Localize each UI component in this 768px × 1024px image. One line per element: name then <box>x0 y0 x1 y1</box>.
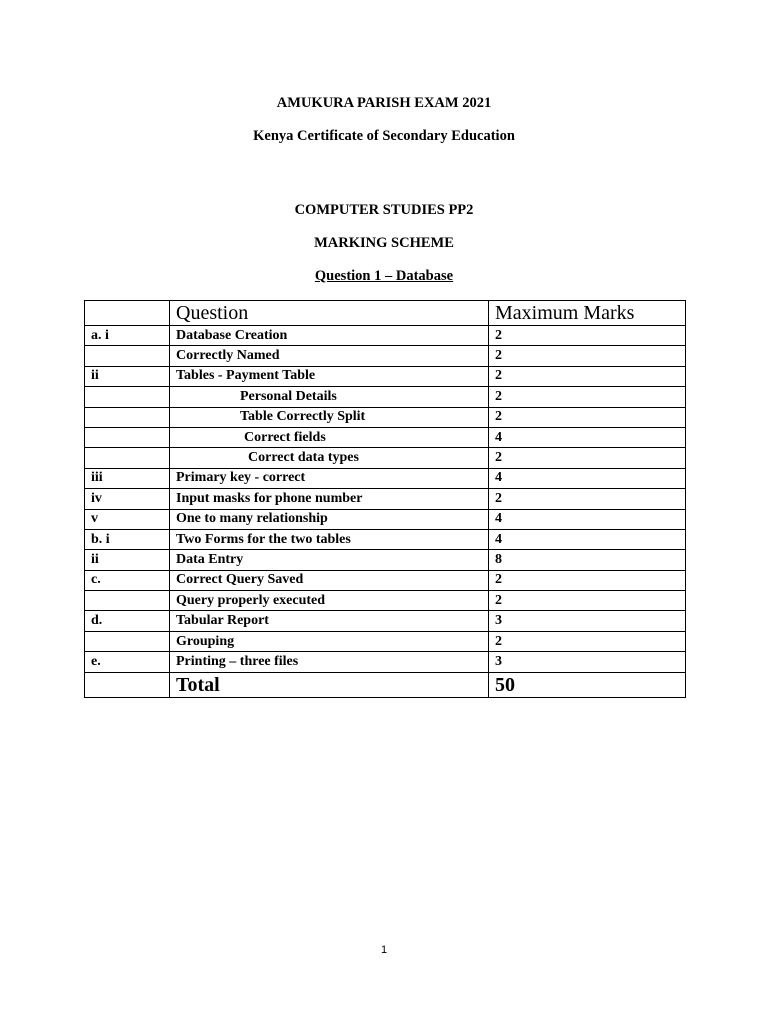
row-question: Tables - Payment Table <box>170 366 489 386</box>
table-row <box>85 591 686 611</box>
row-question: Data Entry <box>170 550 489 570</box>
table-row <box>85 448 686 468</box>
table-row <box>85 550 686 570</box>
table-row <box>85 366 686 386</box>
document-type: MARKING SCHEME <box>314 235 454 251</box>
table-row <box>85 489 686 509</box>
table-header-row <box>85 301 686 326</box>
row-marks: 2 <box>489 366 686 386</box>
row-marks: 3 <box>489 652 686 672</box>
table-row <box>85 407 686 427</box>
row-marks: 2 <box>489 570 686 590</box>
total-label: Total <box>170 672 489 697</box>
row-label <box>85 387 170 407</box>
row-label: ii <box>85 366 170 386</box>
table-row <box>85 611 686 631</box>
row-marks: 4 <box>489 529 686 549</box>
row-marks: 2 <box>489 326 686 346</box>
row-marks: 4 <box>489 468 686 488</box>
row-label: ii <box>85 550 170 570</box>
row-marks: 2 <box>489 387 686 407</box>
table-row <box>85 427 686 447</box>
row-question: Primary key - correct <box>170 468 489 488</box>
row-marks: 3 <box>489 611 686 631</box>
row-label: v <box>85 509 170 529</box>
row-label: iv <box>85 489 170 509</box>
row-question: Query properly executed <box>170 591 489 611</box>
page-number: 1 <box>380 944 388 956</box>
question-heading: Question 1 – Database <box>314 268 454 284</box>
row-label <box>85 591 170 611</box>
row-marks: 4 <box>489 509 686 529</box>
table-row <box>85 529 686 549</box>
row-label: e. <box>85 652 170 672</box>
row-question: Table Correctly Split <box>170 407 489 427</box>
row-question: Database Creation <box>170 326 489 346</box>
table-row <box>85 652 686 672</box>
row-label <box>85 346 170 366</box>
column-header-label <box>85 301 170 326</box>
row-question: Correct data types <box>170 448 489 468</box>
row-question: Personal Details <box>170 387 489 407</box>
total-marks: 50 <box>489 672 686 697</box>
exam-title: AMUKURA PARISH EXAM 2021 <box>276 95 492 111</box>
row-question: Two Forms for the two tables <box>170 529 489 549</box>
row-marks: 2 <box>489 346 686 366</box>
table-row <box>85 509 686 529</box>
row-marks: 2 <box>489 631 686 651</box>
row-question: Correct Query Saved <box>170 570 489 590</box>
row-marks: 2 <box>489 591 686 611</box>
row-label <box>85 631 170 651</box>
row-question: Grouping <box>170 631 489 651</box>
column-header-marks: Maximum Marks <box>489 301 686 326</box>
row-label: c. <box>85 570 170 590</box>
row-marks: 2 <box>489 448 686 468</box>
row-label <box>85 407 170 427</box>
column-header-question: Question <box>170 301 489 326</box>
row-question: Printing – three files <box>170 652 489 672</box>
certificate-title: Kenya Certificate of Secondary Education <box>253 128 515 144</box>
table-row <box>85 570 686 590</box>
row-label: iii <box>85 468 170 488</box>
row-label <box>85 448 170 468</box>
row-question: Correct fields <box>170 427 489 447</box>
row-label: d. <box>85 611 170 631</box>
table-row <box>85 631 686 651</box>
row-label: a. i <box>85 326 170 346</box>
table-row <box>85 346 686 366</box>
total-row-label <box>85 672 170 697</box>
row-marks: 2 <box>489 407 686 427</box>
row-label <box>85 427 170 447</box>
row-marks: 8 <box>489 550 686 570</box>
table-row <box>85 326 686 346</box>
row-question: Input masks for phone number <box>170 489 489 509</box>
row-question: Correctly Named <box>170 346 489 366</box>
table-row <box>85 468 686 488</box>
total-row <box>85 672 686 697</box>
row-question: Tabular Report <box>170 611 489 631</box>
row-label: b. i <box>85 529 170 549</box>
marking-table <box>84 300 686 698</box>
row-question: One to many relationship <box>170 509 489 529</box>
row-marks: 4 <box>489 427 686 447</box>
table-row <box>85 387 686 407</box>
row-marks: 2 <box>489 489 686 509</box>
subject-title: COMPUTER STUDIES PP2 <box>294 202 474 218</box>
